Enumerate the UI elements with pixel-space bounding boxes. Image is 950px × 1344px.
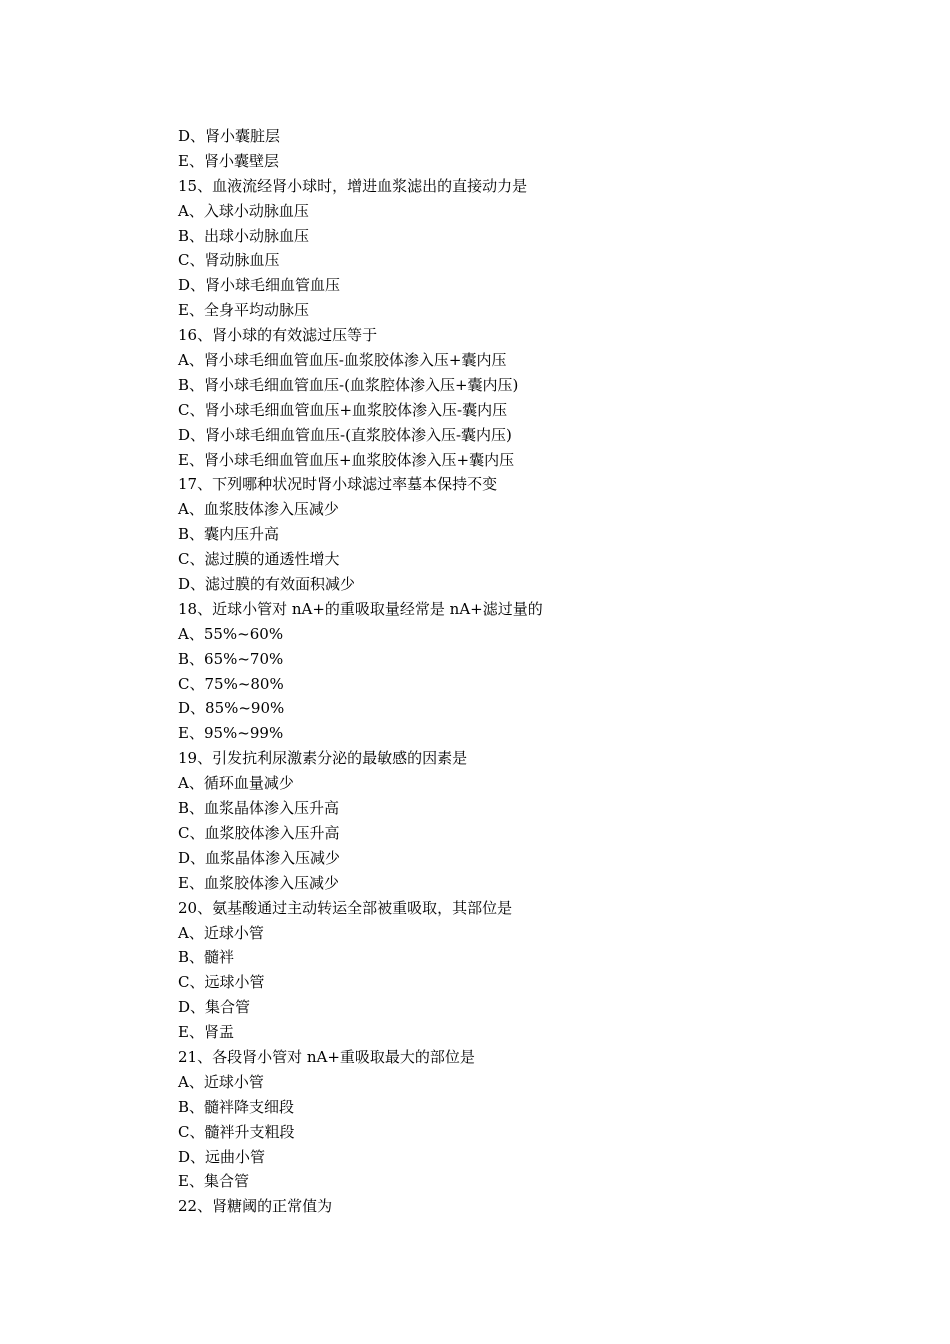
option-e-line: E、肾盂 (178, 1023, 234, 1042)
option-b-line: B、65%~70% (178, 649, 284, 668)
option-c-line: C、滤过膜的通透性增大 (178, 550, 340, 569)
option-a-line: A、近球小管 (178, 1072, 264, 1091)
option-c-line: C、远球小管 (178, 973, 265, 992)
option-e-line: E、肾小囊壁层 (178, 151, 279, 170)
option-c-line: C、75%~80% (178, 674, 284, 693)
question-15: 15、血液流经肾小球时，增进血浆滤出的直接动力是 (178, 176, 528, 195)
option-e-line: E、血浆胶体渗入压减少 (178, 873, 339, 892)
question-21: 21、各段肾小管对 nA+重吸取最大的部位是 (178, 1047, 475, 1066)
option-a-line: A、血浆肢体渗入压减少 (178, 500, 339, 519)
question-18: 18、近球小管对 nA+的重吸取量经常是 nA+滤过量的 (178, 599, 543, 618)
option-d-line: D、肾小球毛细血管血压-(直浆胶体渗入压-囊内压) (178, 425, 512, 444)
document-body (178, 124, 878, 1219)
question-22: 22、肾糖阈的正常值为 (178, 1197, 333, 1216)
option-b-line: B、出球小动脉血压 (178, 226, 310, 245)
option-e-line: E、集合管 (178, 1172, 249, 1191)
option-c-line: C、血浆胶体渗入压升高 (178, 823, 340, 842)
question-19: 19、引发抗利尿激素分泌的最敏感的因素是 (178, 749, 468, 768)
option-c-line: C、肾小球毛细血管血压+血浆胶体渗入压-囊内压 (178, 400, 508, 419)
option-a-line: A、循环血量减少 (178, 774, 294, 793)
option-d-line: D、血浆晶体渗入压减少 (178, 848, 341, 867)
option-b-line: B、囊内压升高 (178, 525, 280, 544)
option-d-line: D、肾小囊脏层 (178, 127, 281, 145)
option-e-line: E、全身平均动脉压 (178, 301, 309, 320)
option-d-line: D、85%~90% (178, 699, 285, 718)
option-b-line: B、血浆晶体渗入压升高 (178, 799, 340, 818)
option-a-line: A、近球小管 (178, 923, 264, 942)
option-c-line: C、髓袢升支粗段 (178, 1122, 295, 1141)
option-e-line: E、95%~99% (178, 724, 284, 743)
question-16: 16、肾小球的有效滤过压等于 (178, 326, 378, 345)
option-d-line: D、远曲小管 (178, 1147, 266, 1166)
option-a-line: A、入球小动脉血压 (178, 201, 309, 220)
option-b-line: B、髓袢 (178, 948, 235, 967)
option-b-line: B、肾小球毛细血管血压-(血浆腔体渗入压+囊内压) (178, 375, 519, 394)
option-a-line: A、肾小球毛细血管血压-血浆胶体渗入压+囊内压 (178, 351, 507, 370)
question-20: 20、氨基酸通过主动转运全部被重吸取，其部位是 (178, 898, 513, 917)
option-d-line: D、集合管 (178, 998, 251, 1017)
option-d-line: D、滤过膜的有效面积减少 (178, 575, 356, 594)
option-e-line: E、肾小球毛细血管血压+血浆胶体渗入压+囊内压 (178, 450, 515, 469)
option-a-line: A、55%~60% (178, 624, 284, 643)
option-c-line: C、肾动脉血压 (178, 251, 280, 270)
option-d-line: D、肾小球毛细血管血压 (178, 276, 341, 295)
option-b-line: B、髓袢降支细段 (178, 1097, 295, 1116)
question-17: 17、下列哪种状况时肾小球滤过率墓本保持不变 (178, 475, 498, 494)
